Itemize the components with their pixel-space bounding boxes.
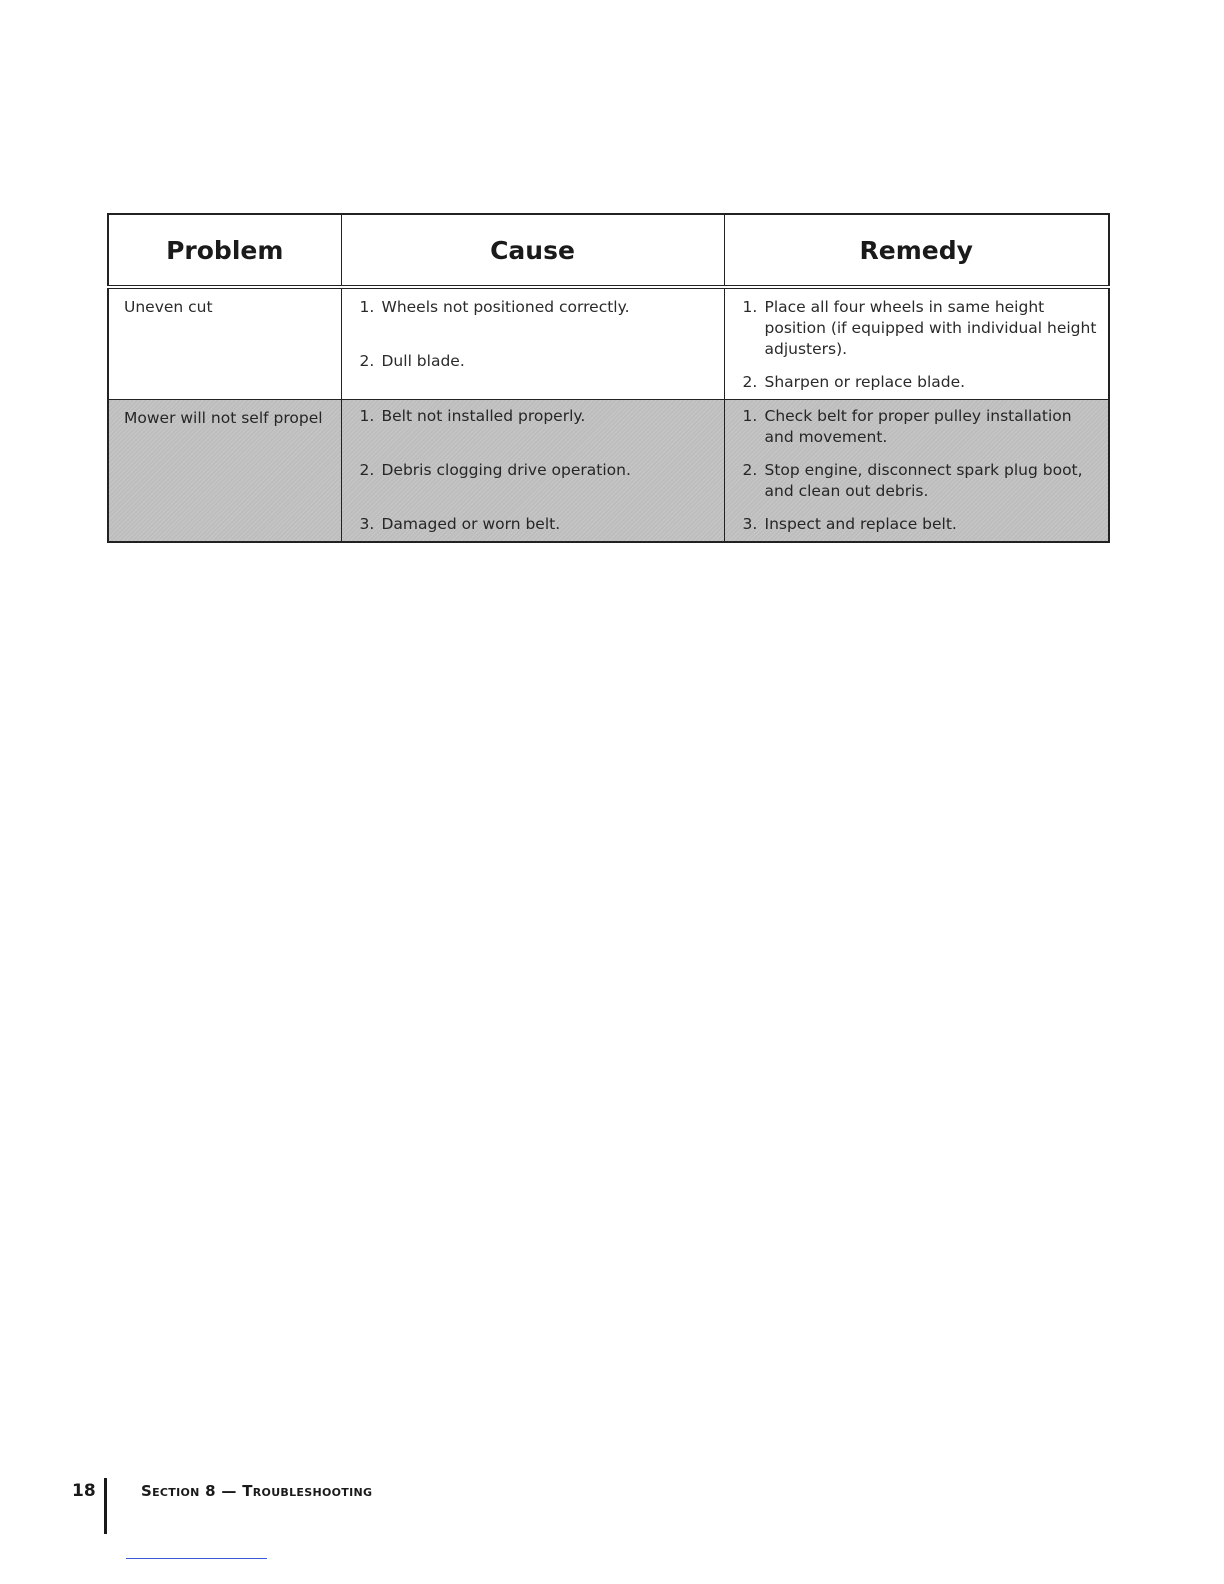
item-number: 2.: [359, 352, 375, 370]
cause-cell: [341, 287, 724, 400]
table-row: [108, 287, 1109, 400]
page-footer: [72, 1478, 372, 1534]
table-header-row: [108, 214, 1109, 287]
item-number: 1.: [359, 407, 375, 425]
problem-cell: Mower will not self propel: [108, 400, 341, 543]
column-header-remedy: Remedy: [724, 214, 1109, 287]
list-item: [743, 372, 1101, 393]
item-text: Dull blade.: [381, 352, 465, 370]
list-item: [743, 297, 1101, 360]
list-item: [360, 406, 716, 427]
item-text: Wheels not positioned correctly.: [381, 298, 630, 316]
page-number: 18: [72, 1481, 96, 1501]
list-item: [743, 460, 1101, 502]
item-text: Damaged or worn belt.: [381, 515, 561, 533]
list-item: [360, 460, 716, 481]
item-text: Check belt for proper pulley installation and movement.: [764, 407, 1072, 446]
remedy-list: [743, 297, 1101, 393]
list-item: [360, 514, 716, 535]
list-item: [743, 514, 1101, 535]
remedy-cell: [724, 287, 1109, 400]
item-text: Stop engine, disconnect spark plug boot, and clean out debris.: [764, 461, 1083, 500]
remedy-cell: [724, 400, 1109, 543]
item-number: 1.: [742, 298, 758, 316]
item-number: 2.: [742, 373, 758, 391]
list-item: [360, 297, 716, 318]
list-item: [743, 406, 1101, 448]
item-number: 3.: [359, 515, 375, 533]
item-text: Belt not installed properly.: [381, 407, 586, 425]
column-header-problem: Problem: [108, 214, 341, 287]
item-number: 3.: [742, 515, 758, 533]
problem-cell: Uneven cut: [108, 287, 341, 400]
cause-list: [360, 297, 716, 372]
list-item: [360, 351, 716, 372]
item-text: Debris clogging drive operation.: [381, 461, 631, 479]
remedy-list: [743, 406, 1101, 535]
table-row: [108, 400, 1109, 543]
column-header-cause: Cause: [341, 214, 724, 287]
item-text: Place all four wheels in same height position (if equipped with individual height adjusters).: [764, 298, 1097, 358]
footer-divider: [104, 1478, 107, 1534]
link-underline: [126, 1558, 267, 1559]
item-text: Inspect and replace belt.: [764, 515, 957, 533]
item-number: 1.: [742, 407, 758, 425]
item-number: 2.: [359, 461, 375, 479]
cause-cell: [341, 400, 724, 543]
cause-list: [360, 406, 716, 535]
section-title: Section 8 — Troubleshooting: [141, 1482, 373, 1500]
item-text: Sharpen or replace blade.: [764, 373, 966, 391]
item-number: 2.: [742, 461, 758, 479]
troubleshooting-table: [107, 213, 1110, 543]
item-number: 1.: [359, 298, 375, 316]
